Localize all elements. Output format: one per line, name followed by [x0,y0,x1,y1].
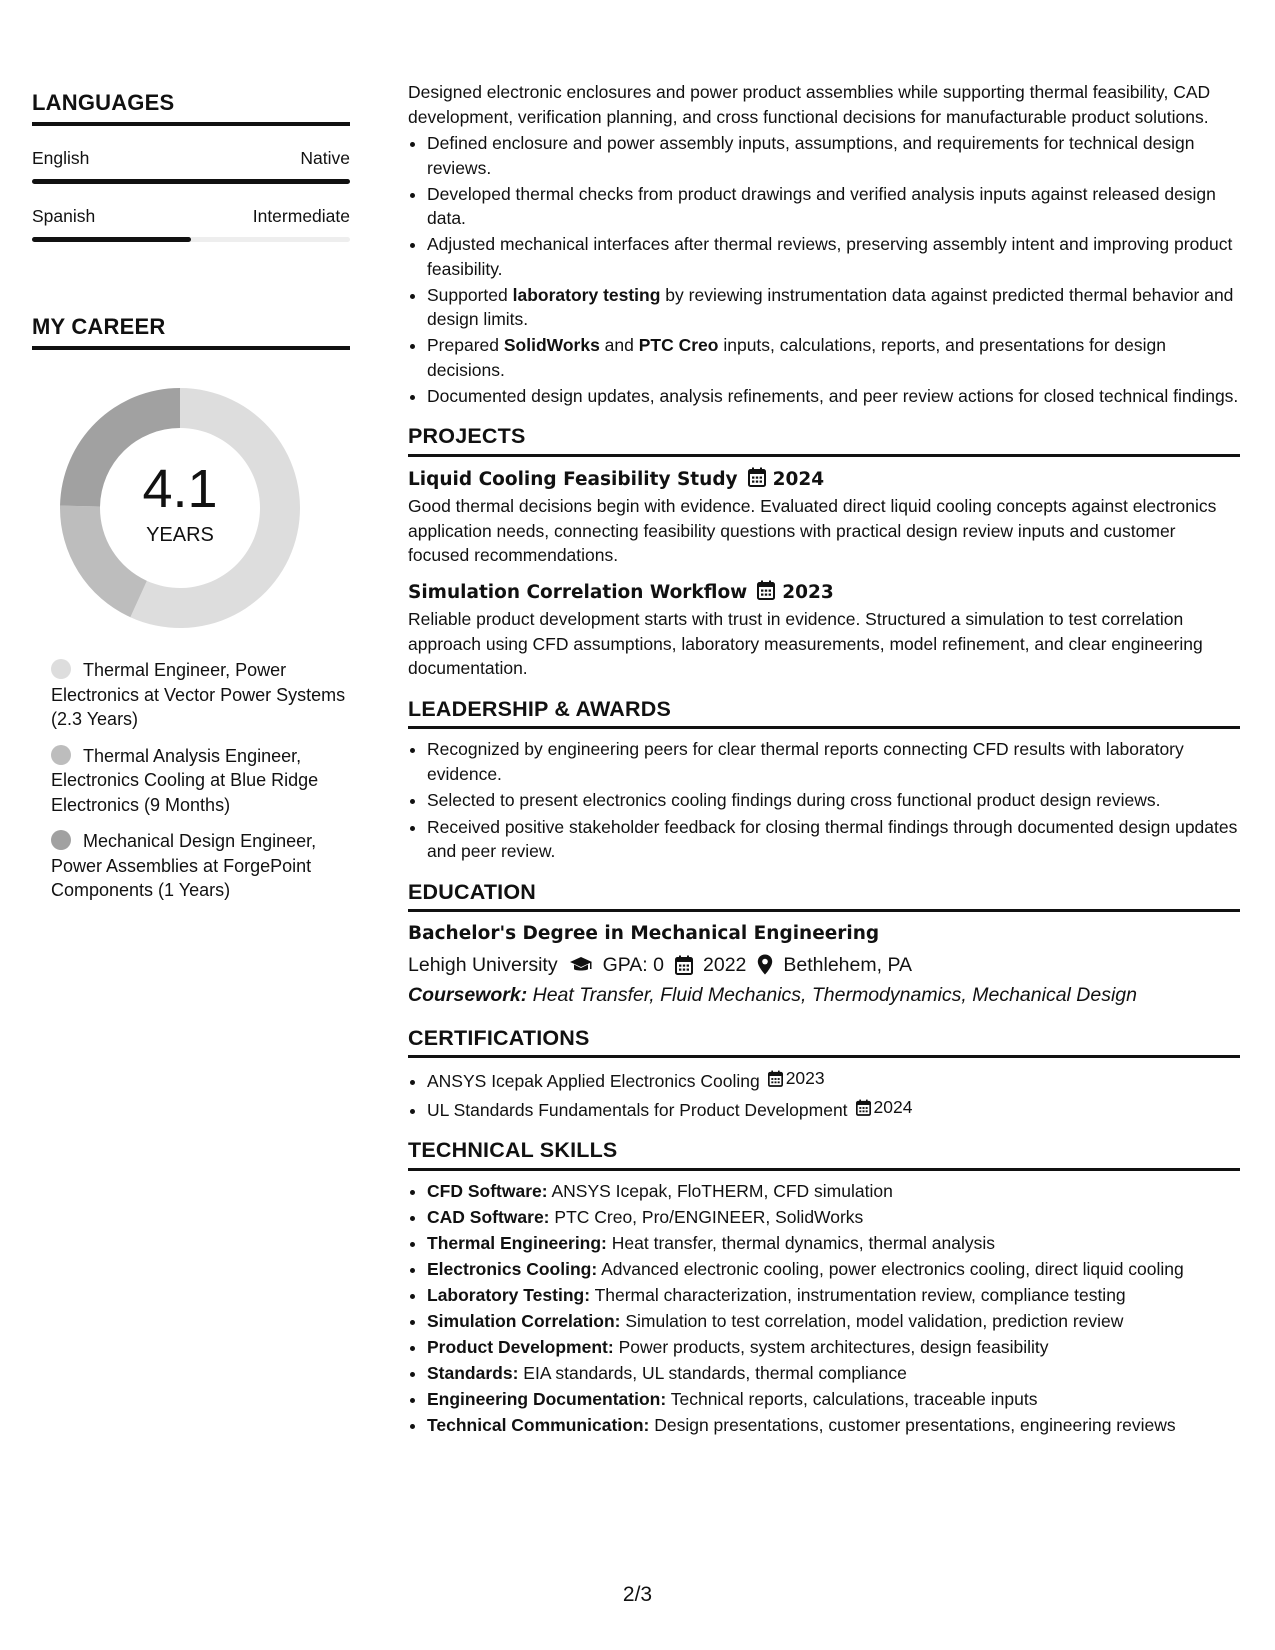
skill-item [427,1205,1240,1230]
career-legend-item [51,744,350,818]
career-donut-chart [60,388,300,628]
language-entry [32,148,350,184]
certification-date [768,1066,825,1091]
projects-section [408,424,1240,681]
certifications-section [408,1026,1240,1123]
calendar-icon [675,955,693,975]
leadership-bullet: • Selected to present electronics cooling findings during cross functional product design reviews. [427,788,1240,813]
map-pin-icon [757,954,773,975]
career-legend-item [51,829,350,903]
sidebar [32,90,350,915]
career-heading: MY CAREER [32,314,350,350]
certification-year: 2023 [785,1068,825,1088]
skill-category: Product Development: [427,1336,614,1357]
skill-item [427,1309,1240,1334]
career-years-unit: YEARS [146,523,214,546]
education-section [408,880,1240,1008]
project-date [757,580,834,608]
year-text: 2022 [703,953,747,976]
skill-item [427,1283,1240,1308]
calendar-icon [856,1099,871,1116]
language-level: Intermediate [252,206,350,226]
coursework [408,983,1240,1008]
experience-summary: Designed electronic enclosures and power product assemblies while supporting thermal feasibility, CAD development, verification planning, and cross functional decisions for manufacturable product solutions. [408,82,1211,127]
skill-category: Electronics Cooling: [427,1258,598,1279]
bullet-keyword: laboratory testing [512,284,661,305]
project-title-row [408,580,1240,608]
language-proficiency-bar [32,179,350,184]
education-meta [408,953,1240,978]
projects-heading: PROJECTS [408,424,1240,457]
skills-heading: TECHNICAL SKILLS [408,1138,1240,1171]
bullet-keyword: PTC Creo [638,335,719,355]
calendar-icon [757,580,775,608]
project-year: 2023 [782,582,834,603]
location [757,953,912,978]
skill-item [427,1387,1240,1412]
language-name: English [32,148,90,168]
experience-bullet: • Defined enclosure and power assembly inputs, assumptions, and requirements for technical design reviews. [427,131,1240,180]
coursework-list: Heat Transfer, Fluid Mechanics, Thermodynamics, Mechanical Design [532,984,1138,1006]
certification-date [856,1095,913,1120]
location-text: Bethlehem, PA [783,953,913,976]
skill-category: CFD Software: [427,1180,548,1201]
career-legend [32,658,350,903]
experience-bullet [427,333,1240,382]
language-proficiency-fill [32,179,350,184]
skill-values: Technical reports, calculations, traceable inputs [670,1388,1038,1409]
leadership-section [408,697,1240,864]
education-heading: EDUCATION [408,880,1240,913]
skill-values: Heat transfer, thermal dynamics, thermal analysis [611,1232,995,1253]
certification-item [427,1095,1240,1122]
career-role-label: Mechanical Design Engineer, Power Assemblies at ForgePoint Components (1 Years) [51,831,317,900]
certification-item [427,1066,1240,1093]
bullet-text: inputs, calculations, reports, and presentations for design decisions. [427,335,1166,380]
career-total-years: 4.1 [142,458,218,519]
calendar-icon [768,1070,783,1087]
certification-name: UL Standards Fundamentals for Product Development [427,1099,848,1120]
skill-item [427,1361,1240,1386]
skill-category: Laboratory Testing: [427,1284,591,1305]
language-level: Native [300,148,350,168]
skill-values: Simulation to test correlation, model validation, prediction review [625,1310,1124,1331]
project-name: Simulation Correlation Workflow [408,582,748,603]
school-name [408,953,558,978]
leadership-heading: LEADERSHIP & AWARDS [408,697,1240,730]
skill-values: EIA standards, UL standards, thermal compliance [523,1362,907,1383]
donut-center [60,388,300,628]
bullet-text: and [599,335,639,355]
skill-values: Advanced electronic cooling, power electronics cooling, direct liquid cooling [601,1258,1184,1279]
skill-category: Engineering Documentation: [427,1388,667,1409]
project-description: Reliable product development starts with trust in evidence. Structured a simulation to test correlation approach using CFD assumptions, laboratory measurements, model refinement, and clear engineering documentation. [408,609,1203,678]
school-text: Lehigh University [408,953,558,976]
skill-item [427,1257,1240,1282]
skill-category: Simulation Correlation: [427,1310,621,1331]
experience-bullet [427,283,1240,332]
leadership-bullets [408,737,1240,864]
skill-values: Thermal characterization, instrumentation review, compliance testing [594,1284,1126,1305]
language-name: Spanish [32,206,96,226]
degree-title: Bachelor's Degree in Mechanical Engineering [408,923,880,944]
language-entry [32,206,350,242]
skill-item [427,1231,1240,1256]
certifications-heading: CERTIFICATIONS [408,1026,1240,1059]
bullet-keyword: SolidWorks [503,335,600,355]
project-name: Liquid Cooling Feasibility Study [408,469,738,490]
skill-values: Power products, system architectures, design feasibility [618,1336,1049,1357]
project-date [748,467,825,495]
experience-bullets [408,131,1240,408]
skills-section [408,1138,1240,1437]
main-content [408,80,1240,1439]
project-description: Good thermal decisions begin with evidence. Evaluated direct liquid cooling concepts against electronics application needs, connecting feasibility questions with practical design review inputs and customer focused recommendations. [408,496,1217,565]
gpa-text: GPA: 0 [602,953,664,976]
certification-name: ANSYS Icepak Applied Electronics Cooling [427,1070,760,1091]
experience-bullet: • Adjusted mechanical interfaces after thermal reviews, preserving assembly intent and improving product feasibility. [427,232,1240,281]
language-proficiency-bar [32,237,350,242]
skills-list [408,1179,1240,1438]
skill-category: Thermal Engineering: [427,1232,607,1253]
certifications-list [408,1066,1240,1122]
project-year: 2024 [772,469,825,490]
graduation-year [675,953,746,978]
career-role-label: Thermal Engineer, Power Electronics at Vector Power Systems (2.3 Years) [51,660,346,729]
skill-item [427,1413,1240,1438]
calendar-icon [748,467,766,495]
languages-heading: LANGUAGES [32,90,350,126]
skill-values: ANSYS Icepak, FloTHERM, CFD simulation [551,1180,893,1201]
skill-item [427,1335,1240,1360]
skill-category: CAD Software: [427,1206,550,1227]
project-title-row [408,467,1240,495]
experience-bullet: • Developed thermal checks from product drawings and verified analysis inputs against released design data. [427,182,1240,231]
legend-dot [51,745,71,765]
certification-year: 2024 [873,1096,913,1117]
graduation-cap-icon [569,956,593,974]
skill-item [427,1179,1240,1204]
skill-values: Design presentations, customer presentations, engineering reviews [654,1414,1176,1435]
bullet-text: Prepared [427,335,504,355]
page-number: 2/3 [622,1583,653,1606]
coursework-label: Coursework: [408,984,528,1006]
legend-dot [51,659,71,679]
leadership-bullet: • Recognized by engineering peers for clear thermal reports connecting CFD results with laboratory evidence. [427,737,1240,786]
legend-dot [51,830,71,850]
leadership-bullet: • Received positive stakeholder feedback for closing thermal findings through documented design updates and peer review. [427,815,1240,864]
language-proficiency-fill [32,237,191,242]
experience-bullet: • Documented design updates, analysis refinements, and peer review actions for closed technical findings. [427,384,1240,409]
career-role-label: Thermal Analysis Engineer, Electronics Cooling at Blue Ridge Electronics (9 Months) [51,745,319,815]
gpa [569,953,664,978]
bullet-text: by reviewing instrumentation data against predicted thermal behavior and design limits. [427,284,1234,329]
skill-category: Technical Communication: [427,1414,650,1435]
skill-values: PTC Creo, Pro/ENGINEER, SolidWorks [554,1206,864,1227]
bullet-text: Supported [427,284,513,305]
skill-category: Standards: [427,1362,519,1383]
career-legend-item [51,658,350,732]
